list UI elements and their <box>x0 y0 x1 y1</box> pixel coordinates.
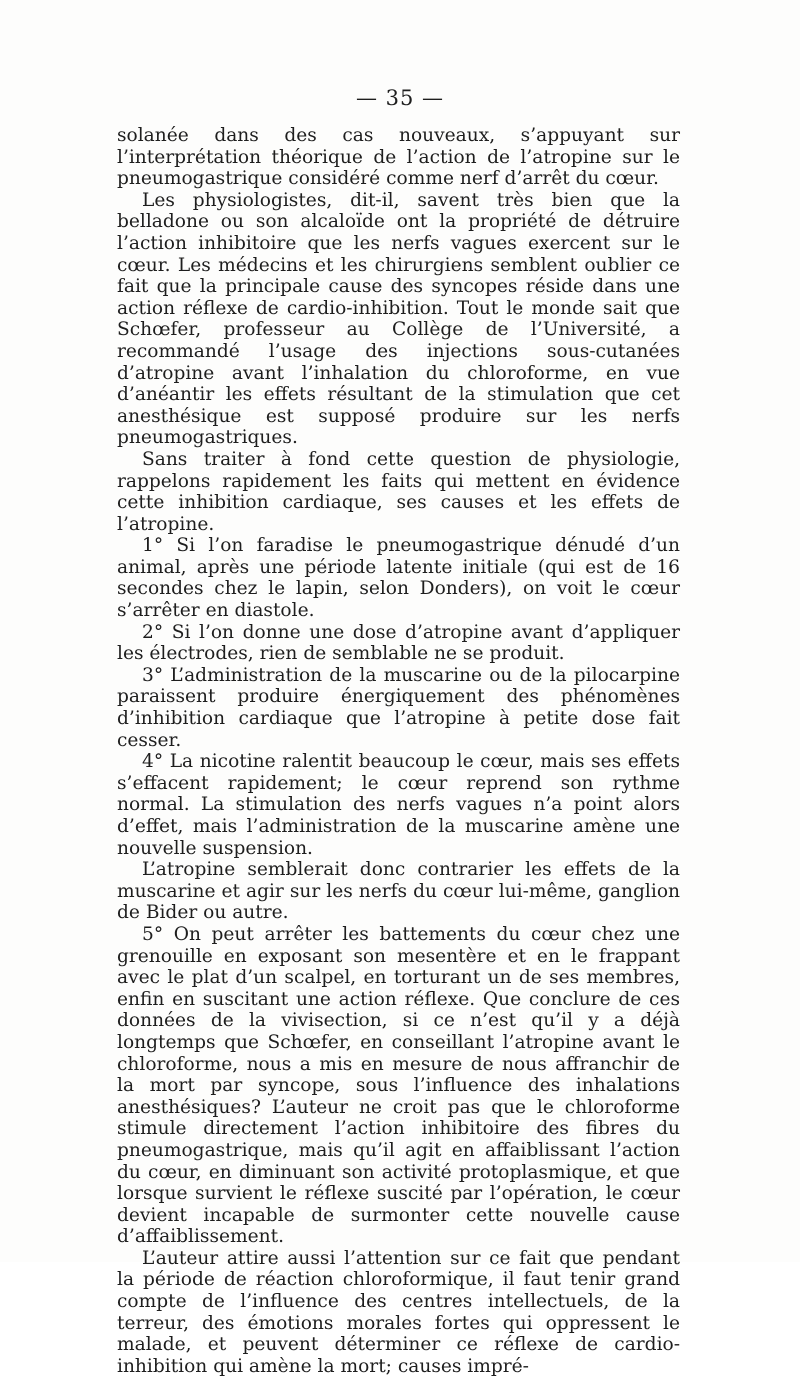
paragraph: L’auteur attire aussi l’attention sur ce fait que pendant la période de réaction chloroformique, il faut tenir grand compte de l’influence des centres intellectuels, de la terreur, des émotions morales fortes qui oppressent le malade, et peuvent déterminer ce réflexe de cardio-inhibition qui amène la mort; causes impré- <box>117 1247 680 1377</box>
paragraph: L’atropine semblerait donc contrarier les effets de la muscarine et agir sur les nerfs du cœur lui-même, ganglion de Bider ou autre. <box>117 859 680 924</box>
paragraph: 5° On peut arrêter les battements du cœur chez une grenouille en exposant son mesentère et en le frappant avec le plat d’un scalpel, en torturant un de ses membres, enfin en suscitant une action réflexe. Que conclure de ces données de la vivisection, si ce n’est qu’il y a déjà longtemps que Schœfer, en conseillant l’atropine avant le chloroforme, nous a mis en mesure de nous affranchir de la mort par syncope, sous l’influence des inhalations anesthésiques? L’auteur ne croit pas que le chloroforme stimule directement l’action inhibitoire des fibres du pneumogastrique, mais qu’il agit en affaiblissant l’action du cœur, en diminuant son activité protoplasmique, et que lorsque survient le réflexe suscité par l’opération, le cœur devient incapable de surmonter cette nouvelle cause d’affaiblissement. <box>117 923 680 1248</box>
paragraph: 4° La nicotine ralentit beaucoup le cœur, mais ses effets s’effacent rapidement; le cœur reprend son rythme normal. La stimulation des nerfs vagues n’a point alors d’effet, mais l’administration de la muscarine amène une nouvelle suspension. <box>117 751 680 859</box>
body-text <box>117 125 680 1377</box>
paragraph: 3° L’administration de la muscarine ou de la pilocarpine paraissent produire énergiquement des phénomènes d’inhibition cardiaque que l’atropine à petite dose fait cesser. <box>117 664 680 751</box>
paragraph: 2° Si l’on donne une dose d’atropine avant d’appliquer les électrodes, rien de semblable ne se produit. <box>117 621 680 665</box>
page-number: — 35 — <box>355 86 445 110</box>
paragraph: Les physiologistes, dit-il, savent très bien que la belladone ou son alcaloïde ont la propriété de détruire l’action inhibitoire que les nerfs vagues exercent sur le cœur. Les médecins et les chirurgiens semblent oublier ce fait que la principale cause des syncopes réside dans une action réflexe de cardio-inhibition. Tout le monde sait que Schœfer, professeur au Collège de l’Université, a recommandé l’usage des injections sous-cutanées d’atropine avant l’inhalation du chloroforme, en vue d’anéantir les effets résultant de la stimulation que cet anesthésique est supposé produire sur les nerfs pneumogastriques. <box>117 189 680 449</box>
paragraph: 1° Si l’on faradise le pneumogastrique dénudé d’un animal, après une période latente initiale (qui est de 16 secondes chez le lapin, selon Donders), on voit le cœur s’arrêter en diastole. <box>117 535 680 622</box>
paragraph: Sans traiter à fond cette question de physiologie, rappelons rapidement les faits qui mettent en évidence cette inhibition cardiaque, ses causes et les effets de l’atropine. <box>117 448 680 535</box>
paragraph: solanée dans des cas nouveaux, s’appuyant sur l’interprétation théorique de l’action de l’atropine sur le pneumogastrique considéré comme nerf d’arrêt du cœur. <box>117 125 680 190</box>
